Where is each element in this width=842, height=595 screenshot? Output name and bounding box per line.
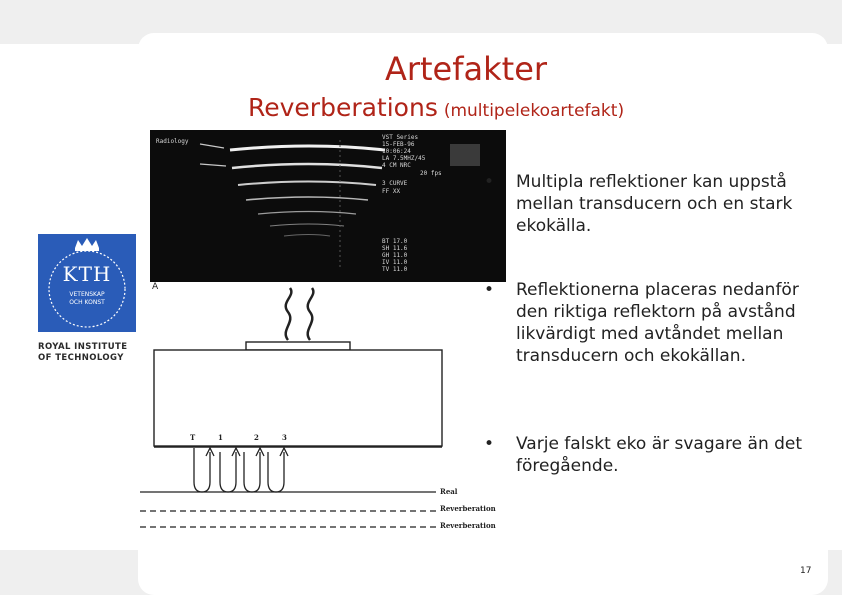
institute-line-1: ROYAL INSTITUTE (38, 342, 128, 352)
us-info-0: VST Series (382, 134, 419, 141)
echo-paths (194, 448, 288, 492)
logo-motto-2: OCH KONST (69, 299, 105, 306)
us-info-2: 10:06:24 (382, 148, 411, 155)
bullet-text: Reflektionerna placeras nedanför den riktiga reflektorn på avstånd likvärdigt med avtåndet mellan transducern och ekokällan. (516, 280, 799, 366)
us-bottom-3: IV 11.0 (382, 259, 408, 266)
us-info-1: 15-FEB-96 (382, 141, 415, 148)
institute-name (38, 342, 148, 364)
slide-title: Artefakter (384, 50, 548, 88)
label-3: 3 (282, 433, 287, 442)
us-bottom-4: TV 11.0 (382, 266, 408, 273)
us-info-7: FF XX (382, 188, 401, 195)
bullet-marker: • (484, 172, 495, 192)
us-info-5: 20 fps (420, 170, 442, 177)
us-header: Radiology (156, 138, 189, 145)
label-1: 1 (218, 433, 223, 442)
heat-waves (286, 288, 314, 340)
bullet-marker: • (484, 280, 495, 300)
label-t: T (190, 433, 196, 442)
kth-logo (38, 234, 136, 332)
tissue-block (154, 350, 442, 446)
page-number: 17 (800, 566, 812, 576)
ultrasound-image (150, 130, 506, 282)
slide-subtitle (248, 92, 624, 127)
label-real: Real (440, 487, 458, 496)
us-info-6: 3 CURVE (382, 180, 408, 187)
bullet-text: Multipla reflektioner kan uppstå mellan transducern och en stark ekokälla. (516, 172, 793, 236)
ultrasound-graphics (150, 130, 506, 282)
reverberation-diagram (140, 282, 506, 540)
subtitle-parenthetical: (multipelekoartefakt) (443, 101, 625, 121)
transducer (246, 342, 350, 350)
us-bottom-1: SH 11.6 (382, 245, 408, 252)
us-info-4: 4 CM NRC (382, 162, 411, 169)
logo-motto-1: VETENSKAP (69, 291, 105, 298)
us-info-3: LA 7.5MHZ/45 (382, 155, 426, 162)
institute-line-2: OF TECHNOLOGY (38, 353, 124, 363)
us-bottom-2: GH 11.0 (382, 252, 408, 259)
label-reverberation-1: Reverberation (440, 504, 496, 513)
label-2: 2 (254, 433, 259, 442)
subtitle-main: Reverberations (248, 93, 438, 122)
bullet-marker: • (484, 434, 495, 454)
panel-label: A (152, 282, 159, 292)
us-bottom-0: BT 17.0 (382, 238, 408, 245)
logo-kth-text: KTH (62, 262, 112, 286)
bullet-text: Varje falskt eko är svagare än det föregående. (516, 434, 803, 476)
label-reverberation-2: Reverberation (440, 521, 496, 530)
